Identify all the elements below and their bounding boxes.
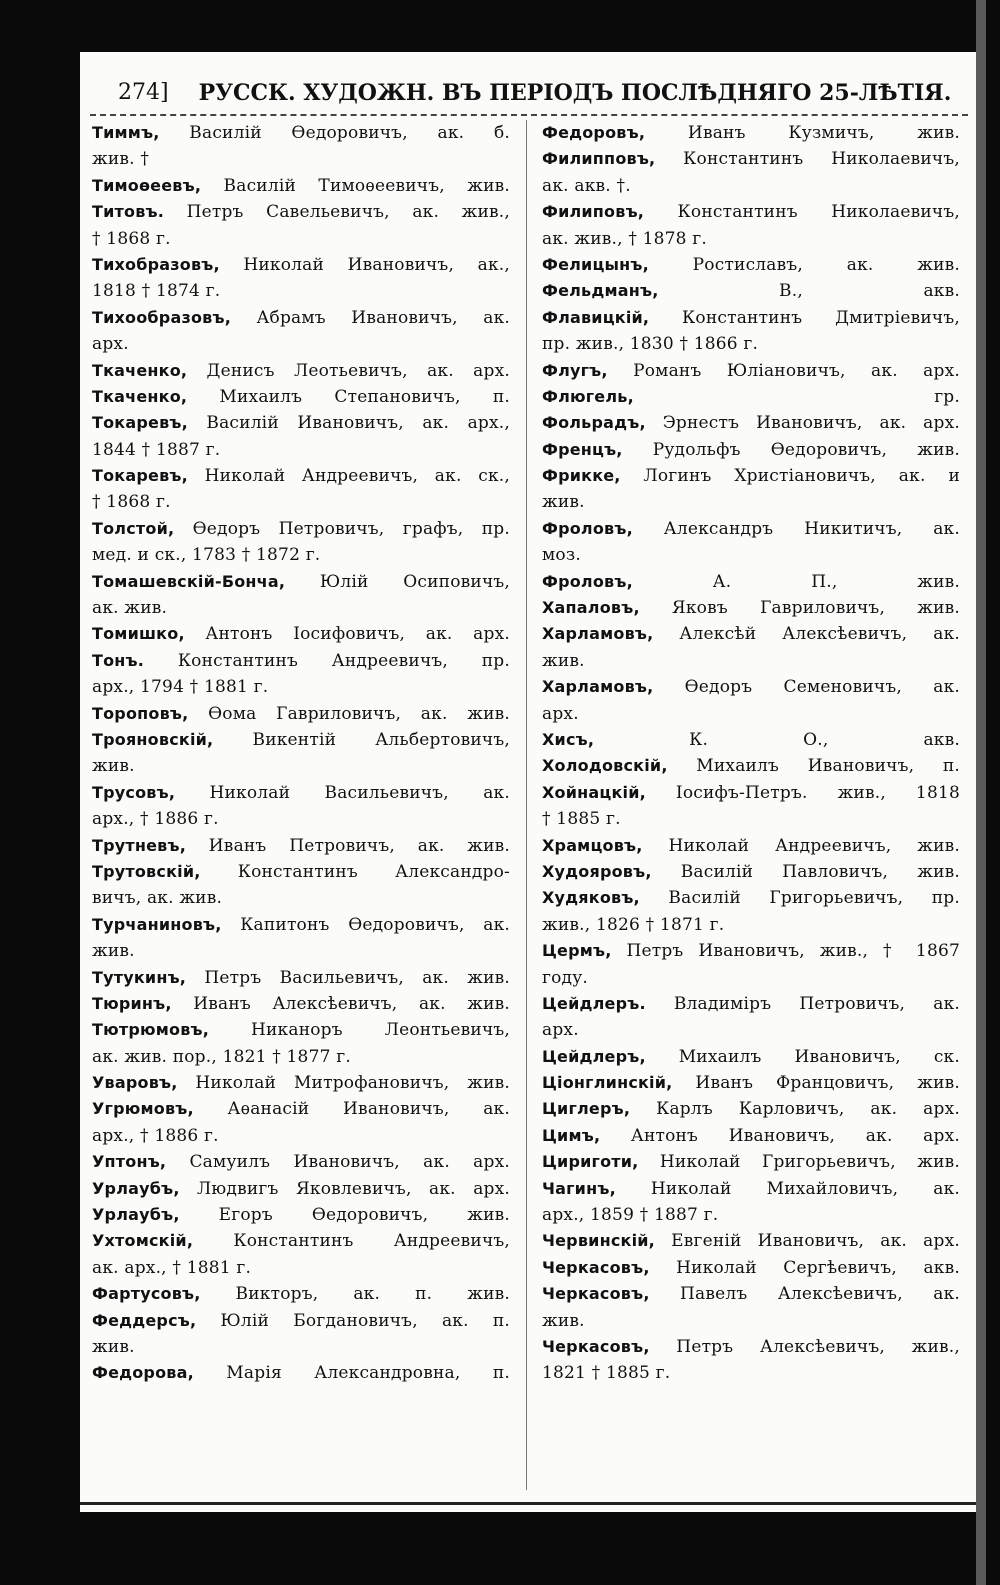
- entry-text: 1844 † 1887 г.: [92, 439, 221, 460]
- entry-text: Константинъ Николаевичъ,: [655, 149, 960, 170]
- entry-text: ак. арх., † 1881 г.: [92, 1257, 252, 1278]
- entry-surname: Тихообразовъ,: [92, 307, 231, 327]
- entry-text: Иванъ Петровичъ, ак. жив.: [186, 835, 510, 856]
- entry-surname: Флюгель,: [542, 386, 634, 406]
- entry-line: [92, 252, 510, 278]
- entry-text: Павелъ Алексѣевичъ, ак.: [649, 1284, 960, 1305]
- entry-text: Николай Ивановичъ, ак.,: [219, 254, 510, 275]
- entry-line: [542, 859, 960, 885]
- entry-text: Егоръ Ѳедоровичъ, жив.: [179, 1205, 510, 1226]
- page-number: 274]: [118, 80, 169, 105]
- entry-text: Логинъ Христіановичъ, ак. и: [620, 466, 960, 487]
- entry-text: † 1868 г.: [92, 492, 171, 513]
- entry-surname: Трусовъ,: [92, 782, 176, 802]
- entry-surname: Хапаловъ,: [542, 598, 640, 618]
- entry-text: Никаноръ Леонтьевичъ,: [209, 1020, 510, 1041]
- entry-text: Михаилъ Ивановичъ, п.: [667, 756, 960, 777]
- entry-line: [92, 859, 510, 885]
- entry-surname: Тюринъ,: [92, 993, 172, 1013]
- entry-text: Іосифъ-Петръ. жив., 1818: [645, 782, 960, 803]
- entry-surname: Цимъ,: [542, 1125, 601, 1145]
- entry-surname: Феддерсъ,: [92, 1310, 197, 1330]
- entry-text: Рудольфъ Ѳедоровичъ, жив.: [622, 439, 960, 460]
- entry-text: К. О., акв.: [594, 729, 960, 750]
- book-page: [80, 52, 976, 1512]
- entry-surname: Хисъ,: [542, 729, 595, 749]
- entry-text: жив.: [92, 756, 135, 777]
- entry-text: Петръ Алексѣевичъ, жив.,: [649, 1336, 960, 1357]
- entry-text: ак. акв. †.: [542, 175, 631, 196]
- entry-continuation: [92, 753, 510, 779]
- entry-text: † 1868 г.: [92, 228, 171, 249]
- entry-text: В., акв.: [658, 281, 960, 302]
- entry-text: Юлій Богдановичъ, ак. п.: [196, 1310, 510, 1331]
- entry-text: Карлъ Карловичъ, ак. арх.: [630, 1099, 960, 1120]
- entry-line: [542, 1149, 960, 1175]
- entry-surname: Черкасовъ,: [542, 1257, 650, 1277]
- entry-continuation: [92, 938, 510, 964]
- entry-line: [542, 1044, 960, 1070]
- entry-line: [542, 305, 960, 331]
- entry-surname: Ціонглинскій,: [542, 1073, 673, 1093]
- entry-surname: Тиммъ,: [92, 123, 160, 142]
- entry-continuation: [92, 278, 510, 304]
- entry-text: Михаилъ Ивановичъ, ск.: [645, 1046, 960, 1067]
- entry-surname: Цермъ,: [542, 941, 612, 961]
- entry-text: жив.: [542, 492, 585, 513]
- entry-text: жив.: [92, 941, 135, 962]
- entry-line: [542, 146, 960, 172]
- entry-line: [92, 1149, 510, 1175]
- entry-continuation: [542, 226, 960, 252]
- entry-line: [92, 1228, 510, 1254]
- entry-surname: Титовъ.: [92, 202, 165, 222]
- entry-surname: Урлаубъ,: [92, 1205, 180, 1225]
- entry-continuation: [542, 965, 960, 991]
- left-column: [92, 120, 510, 1387]
- entry-surname: Фелицынъ,: [542, 254, 649, 274]
- entry-surname: Циглеръ,: [542, 1099, 631, 1119]
- entry-line: [542, 1070, 960, 1096]
- entry-line: [92, 648, 510, 674]
- entry-surname: Ткаченко,: [92, 386, 188, 406]
- entry-line: [542, 595, 960, 621]
- entry-line: [542, 120, 960, 146]
- entry-line: [542, 885, 960, 911]
- column-divider: [526, 120, 527, 1490]
- entry-continuation: [92, 1044, 510, 1070]
- entry-line: [542, 1228, 960, 1254]
- entry-surname: Фроловъ,: [542, 571, 633, 591]
- entry-text: пр. жив., 1830 † 1866 г.: [542, 334, 759, 355]
- entry-line: [92, 780, 510, 806]
- entry-text: арх., † 1886 г.: [92, 809, 219, 830]
- entry-surname: Флугъ,: [542, 360, 608, 380]
- entry-line: [92, 1360, 510, 1386]
- entry-text: Николай Григорьевичъ, жив.: [638, 1152, 960, 1173]
- entry-line: [542, 278, 960, 304]
- entry-line: [542, 1123, 960, 1149]
- entry-surname: Фартусовъ,: [92, 1284, 201, 1304]
- entry-surname: Худояровъ,: [542, 861, 652, 881]
- entry-text: Николай Сергѣевичъ, акв.: [649, 1257, 960, 1278]
- entry-surname: Фрикке,: [542, 466, 621, 486]
- entry-text: Викентій Альбертовичъ,: [213, 729, 510, 750]
- entry-text: Василій Ѳедоровичъ, ак. б.: [159, 123, 510, 143]
- entry-line: [542, 938, 960, 964]
- entry-text: жив., 1826 † 1871 г.: [542, 914, 725, 935]
- entry-line: [92, 833, 510, 859]
- entry-line: [542, 833, 960, 859]
- entry-line: [92, 1308, 510, 1334]
- entry-text: Ѳедоръ Петровичъ, графъ, пр.: [174, 518, 510, 539]
- entry-text: Марія Александровна, п.: [193, 1363, 510, 1384]
- entry-surname: Цейдлеръ,: [542, 1046, 646, 1066]
- entry-continuation: [542, 806, 960, 832]
- entry-line: [542, 410, 960, 436]
- entry-surname: Трутовскій,: [92, 861, 201, 881]
- entry-line: [542, 199, 960, 225]
- entry-text: Константинъ Андреевичъ,: [193, 1231, 510, 1252]
- entry-surname: Ткаченко,: [92, 360, 188, 380]
- entry-text: Ѳедоръ Семеновичъ, ак.: [653, 677, 960, 698]
- entry-continuation: [92, 489, 510, 515]
- entry-surname: Тутукинъ,: [92, 967, 187, 987]
- entry-continuation: [92, 885, 510, 911]
- entry-text: мед. и ск., 1783 † 1872 г.: [92, 545, 321, 566]
- entry-continuation: [542, 648, 960, 674]
- entry-text: Константинъ Андреевичъ, пр.: [144, 650, 510, 671]
- entry-surname: Федоровъ,: [542, 123, 646, 142]
- entry-line: [92, 358, 510, 384]
- entry-line: [92, 384, 510, 410]
- entry-text: Николай Андреевичъ, ак. ск.,: [187, 466, 510, 487]
- entry-text: арх.: [542, 703, 579, 724]
- entry-text: Петръ Васильевичъ, ак. жив.: [186, 967, 510, 988]
- entry-text: Иванъ Францовичъ, жив.: [672, 1073, 960, 1094]
- entry-line: [542, 384, 960, 410]
- entry-text: гр.: [633, 386, 960, 407]
- entry-text: Яковъ Гавриловичъ, жив.: [639, 598, 960, 619]
- entry-line: [92, 410, 510, 436]
- entry-surname: Ухтомскій,: [92, 1231, 194, 1251]
- entry-surname: Тонъ.: [92, 650, 145, 670]
- entry-surname: Тихобразовъ,: [92, 254, 220, 274]
- entry-text: Денисъ Леотьевичъ, ак. арх.: [187, 360, 510, 381]
- entry-text: Ѳома Гавриловичъ, ак. жив.: [188, 703, 510, 724]
- entry-text: жив.: [92, 1336, 135, 1357]
- page-header: [118, 80, 966, 106]
- entry-surname: Уваровъ,: [92, 1073, 178, 1093]
- entry-surname: Тютрюмовъ,: [92, 1020, 210, 1040]
- entry-continuation: [92, 331, 510, 357]
- entry-line: [542, 1334, 960, 1360]
- entry-line: [92, 1281, 510, 1307]
- entry-text: жив. †: [92, 149, 150, 170]
- entry-line: [542, 674, 960, 700]
- entry-continuation: [542, 542, 960, 568]
- entry-text: Петръ Савельевичъ, ак. жив.,: [164, 202, 510, 223]
- entry-line: [92, 965, 510, 991]
- entry-continuation: [542, 701, 960, 727]
- entry-continuation: [542, 1360, 960, 1386]
- entry-continuation: [542, 331, 960, 357]
- entry-text: 1818 † 1874 г.: [92, 281, 221, 302]
- entry-text: Людвигъ Яковлевичъ, ак. арх.: [179, 1178, 510, 1199]
- entry-continuation: [92, 226, 510, 252]
- entry-surname: Храмцовъ,: [542, 835, 643, 855]
- entry-line: [542, 753, 960, 779]
- entry-line: [92, 1202, 510, 1228]
- entry-text: Эрнестъ Ивановичъ, ак. арх.: [645, 413, 960, 434]
- entry-text: арх., 1794 † 1881 г.: [92, 677, 269, 698]
- entry-text: Василій Тимоѳеевичъ, жив.: [201, 175, 510, 196]
- entry-line: [542, 1281, 960, 1307]
- entry-surname: Томишко,: [92, 624, 185, 644]
- entry-line: [542, 621, 960, 647]
- entry-text: Василій Григорьевичъ, пр.: [639, 888, 960, 909]
- entry-text: Абрамъ Ивановичъ, ак.: [230, 307, 510, 328]
- entry-text: Ростиславъ, ак. жив.: [648, 254, 960, 275]
- entry-surname: Фельдманъ,: [542, 281, 659, 301]
- entry-continuation: [92, 542, 510, 568]
- entry-continuation: [542, 173, 960, 199]
- entry-continuation: [92, 1255, 510, 1281]
- entry-surname: Худяковъ,: [542, 888, 640, 908]
- running-title: РУССК. ХУДОЖН. ВЪ ПЕРІОДЪ ПОСЛѢДНЯГО 25-ЛѢТІЯ.: [198, 80, 952, 106]
- entry-line: [92, 199, 510, 225]
- entry-surname: Трутневъ,: [92, 835, 187, 855]
- entry-text: Юлій Осиповичъ,: [285, 571, 510, 592]
- entry-continuation: [542, 912, 960, 938]
- entry-text: ак. жив.: [92, 598, 168, 619]
- entry-surname: Толстой,: [92, 518, 175, 538]
- entry-text: † 1885 г.: [542, 809, 621, 830]
- entry-text: Николай Васильевичъ, ак.: [175, 782, 510, 803]
- entry-text: Викторъ, ак. п. жив.: [200, 1284, 510, 1305]
- entry-surname: Френцъ,: [542, 439, 623, 459]
- entry-line: [542, 252, 960, 278]
- entry-continuation: [542, 1202, 960, 1228]
- entry-surname: Федорова,: [92, 1363, 194, 1383]
- entry-text: Евгеній Ивановичъ, ак. арх.: [654, 1231, 960, 1252]
- entry-line: [542, 780, 960, 806]
- entry-line: [542, 1096, 960, 1122]
- entry-continuation: [542, 1308, 960, 1334]
- entry-line: [542, 1176, 960, 1202]
- entry-line: [542, 437, 960, 463]
- entry-surname: Цейдлеръ.: [542, 993, 646, 1013]
- entry-line: [92, 305, 510, 331]
- entry-surname: Томашевскій-Бонча,: [92, 571, 286, 591]
- entry-text: Николай Митрофановичъ, жив.: [177, 1073, 510, 1094]
- entry-continuation: [92, 146, 510, 172]
- entry-surname: Черкасовъ,: [542, 1336, 650, 1356]
- entry-surname: Филипповъ,: [542, 149, 656, 169]
- entry-text: Капитонъ Ѳедоровичъ, ак.: [221, 914, 510, 935]
- entry-line: [92, 1017, 510, 1043]
- entry-surname: Червинскій,: [542, 1231, 655, 1251]
- entry-surname: Чагинъ,: [542, 1178, 616, 1198]
- entry-text: ак. жив., † 1878 г.: [542, 228, 708, 249]
- header-rule: [90, 114, 968, 116]
- entry-text: арх., 1859 † 1887 г.: [542, 1205, 719, 1226]
- entry-surname: Филиповъ,: [542, 202, 645, 222]
- entry-surname: Токаревъ,: [92, 466, 188, 486]
- entry-text: моз.: [542, 545, 581, 566]
- entry-text: Петръ Ивановичъ, жив., † 1867: [611, 941, 960, 962]
- entry-line: [92, 1176, 510, 1202]
- entry-surname: Хойнацкій,: [542, 782, 646, 802]
- entry-continuation: [92, 806, 510, 832]
- entry-text: Иванъ Кузмичъ, жив.: [645, 123, 960, 143]
- entry-text: вичъ, ак. жив.: [92, 888, 223, 909]
- entry-surname: Трояновскій,: [92, 729, 214, 749]
- entry-continuation: [92, 1123, 510, 1149]
- entry-text: Николай Михайловичъ, ак.: [615, 1178, 960, 1199]
- entry-line: [92, 727, 510, 753]
- entry-text: Николай Андреевичъ, жив.: [642, 835, 960, 856]
- entry-line: [92, 569, 510, 595]
- entry-text: арх., † 1886 г.: [92, 1125, 219, 1146]
- entry-surname: Холодовскій,: [542, 756, 668, 776]
- entry-line: [92, 701, 510, 727]
- entry-text: А. П., жив.: [632, 571, 960, 592]
- entry-text: Владиміръ Петровичъ, ак.: [645, 993, 960, 1014]
- entry-text: Алексѣй Алексѣевичъ, ак.: [653, 624, 960, 645]
- entry-surname: Урлаубъ,: [92, 1178, 180, 1198]
- entry-line: [542, 991, 960, 1017]
- entry-text: 1821 † 1885 г.: [542, 1363, 671, 1384]
- entry-line: [92, 621, 510, 647]
- entry-line: [542, 358, 960, 384]
- right-column: [542, 120, 960, 1387]
- entry-text: Василій Павловичъ, жив.: [651, 861, 960, 882]
- entry-text: Константинъ Николаевичъ,: [644, 202, 960, 223]
- entry-line: [542, 727, 960, 753]
- entry-surname: Токаревъ,: [92, 413, 188, 433]
- entry-text: жив.: [542, 650, 585, 671]
- entry-line: [92, 120, 510, 146]
- entry-continuation: [92, 1334, 510, 1360]
- entry-surname: Фольрадъ,: [542, 413, 646, 433]
- entry-text: арх.: [92, 334, 129, 355]
- entry-surname: Цириготи,: [542, 1152, 639, 1172]
- entry-text: Михаилъ Степановичъ, п.: [187, 386, 510, 407]
- entry-line: [542, 463, 960, 489]
- entry-line: [542, 1255, 960, 1281]
- entry-line: [92, 173, 510, 199]
- entry-line: [92, 1070, 510, 1096]
- entry-surname: Тороповъ,: [92, 703, 189, 723]
- entry-surname: Харламовъ,: [542, 677, 654, 697]
- entry-line: [92, 516, 510, 542]
- entry-surname: Фроловъ,: [542, 518, 633, 538]
- entry-text: Константинъ Александро-: [200, 861, 510, 882]
- entry-text: Аѳанасій Ивановичъ, ак.: [193, 1099, 510, 1120]
- bottom-rule: [80, 1502, 976, 1505]
- entry-line: [542, 569, 960, 595]
- entry-surname: Тимоѳеевъ,: [92, 175, 202, 195]
- entry-surname: Черкасовъ,: [542, 1284, 650, 1304]
- entry-line: [542, 516, 960, 542]
- scan-edge: [976, 0, 986, 1585]
- entry-text: Самуилъ Ивановичъ, ак. арх.: [166, 1152, 510, 1173]
- entry-surname: Уптонъ,: [92, 1152, 167, 1172]
- entry-surname: Турчаниновъ,: [92, 914, 222, 934]
- entry-text: Антонъ Ивановичъ, ак. арх.: [600, 1125, 960, 1146]
- entry-continuation: [92, 437, 510, 463]
- entry-text: Иванъ Алексѣевичъ, ак. жив.: [171, 993, 510, 1014]
- entry-surname: Харламовъ,: [542, 624, 654, 644]
- entry-line: [92, 912, 510, 938]
- entry-text: Александръ Никитичъ, ак.: [632, 518, 960, 539]
- entry-surname: Флавицкій,: [542, 307, 650, 327]
- entry-continuation: [92, 595, 510, 621]
- entry-line: [92, 1096, 510, 1122]
- entry-text: году.: [542, 967, 589, 988]
- entry-text: Романъ Юліановичъ, ак. арх.: [607, 360, 960, 381]
- entry-continuation: [542, 489, 960, 515]
- entry-text: Антонъ Іосифовичъ, ак. арх.: [184, 624, 510, 645]
- entry-continuation: [542, 1017, 960, 1043]
- entry-line: [92, 463, 510, 489]
- entry-line: [92, 991, 510, 1017]
- entry-text: арх.: [542, 1020, 579, 1041]
- entry-text: жив.: [542, 1310, 585, 1331]
- entry-text: Константинъ Дмитріевичъ,: [649, 307, 960, 328]
- entry-continuation: [92, 674, 510, 700]
- entry-text: Василій Ивановичъ, ак. арх.,: [187, 413, 510, 434]
- entry-surname: Угрюмовъ,: [92, 1099, 194, 1119]
- entry-text: ак. жив. пор., 1821 † 1877 г.: [92, 1046, 351, 1067]
